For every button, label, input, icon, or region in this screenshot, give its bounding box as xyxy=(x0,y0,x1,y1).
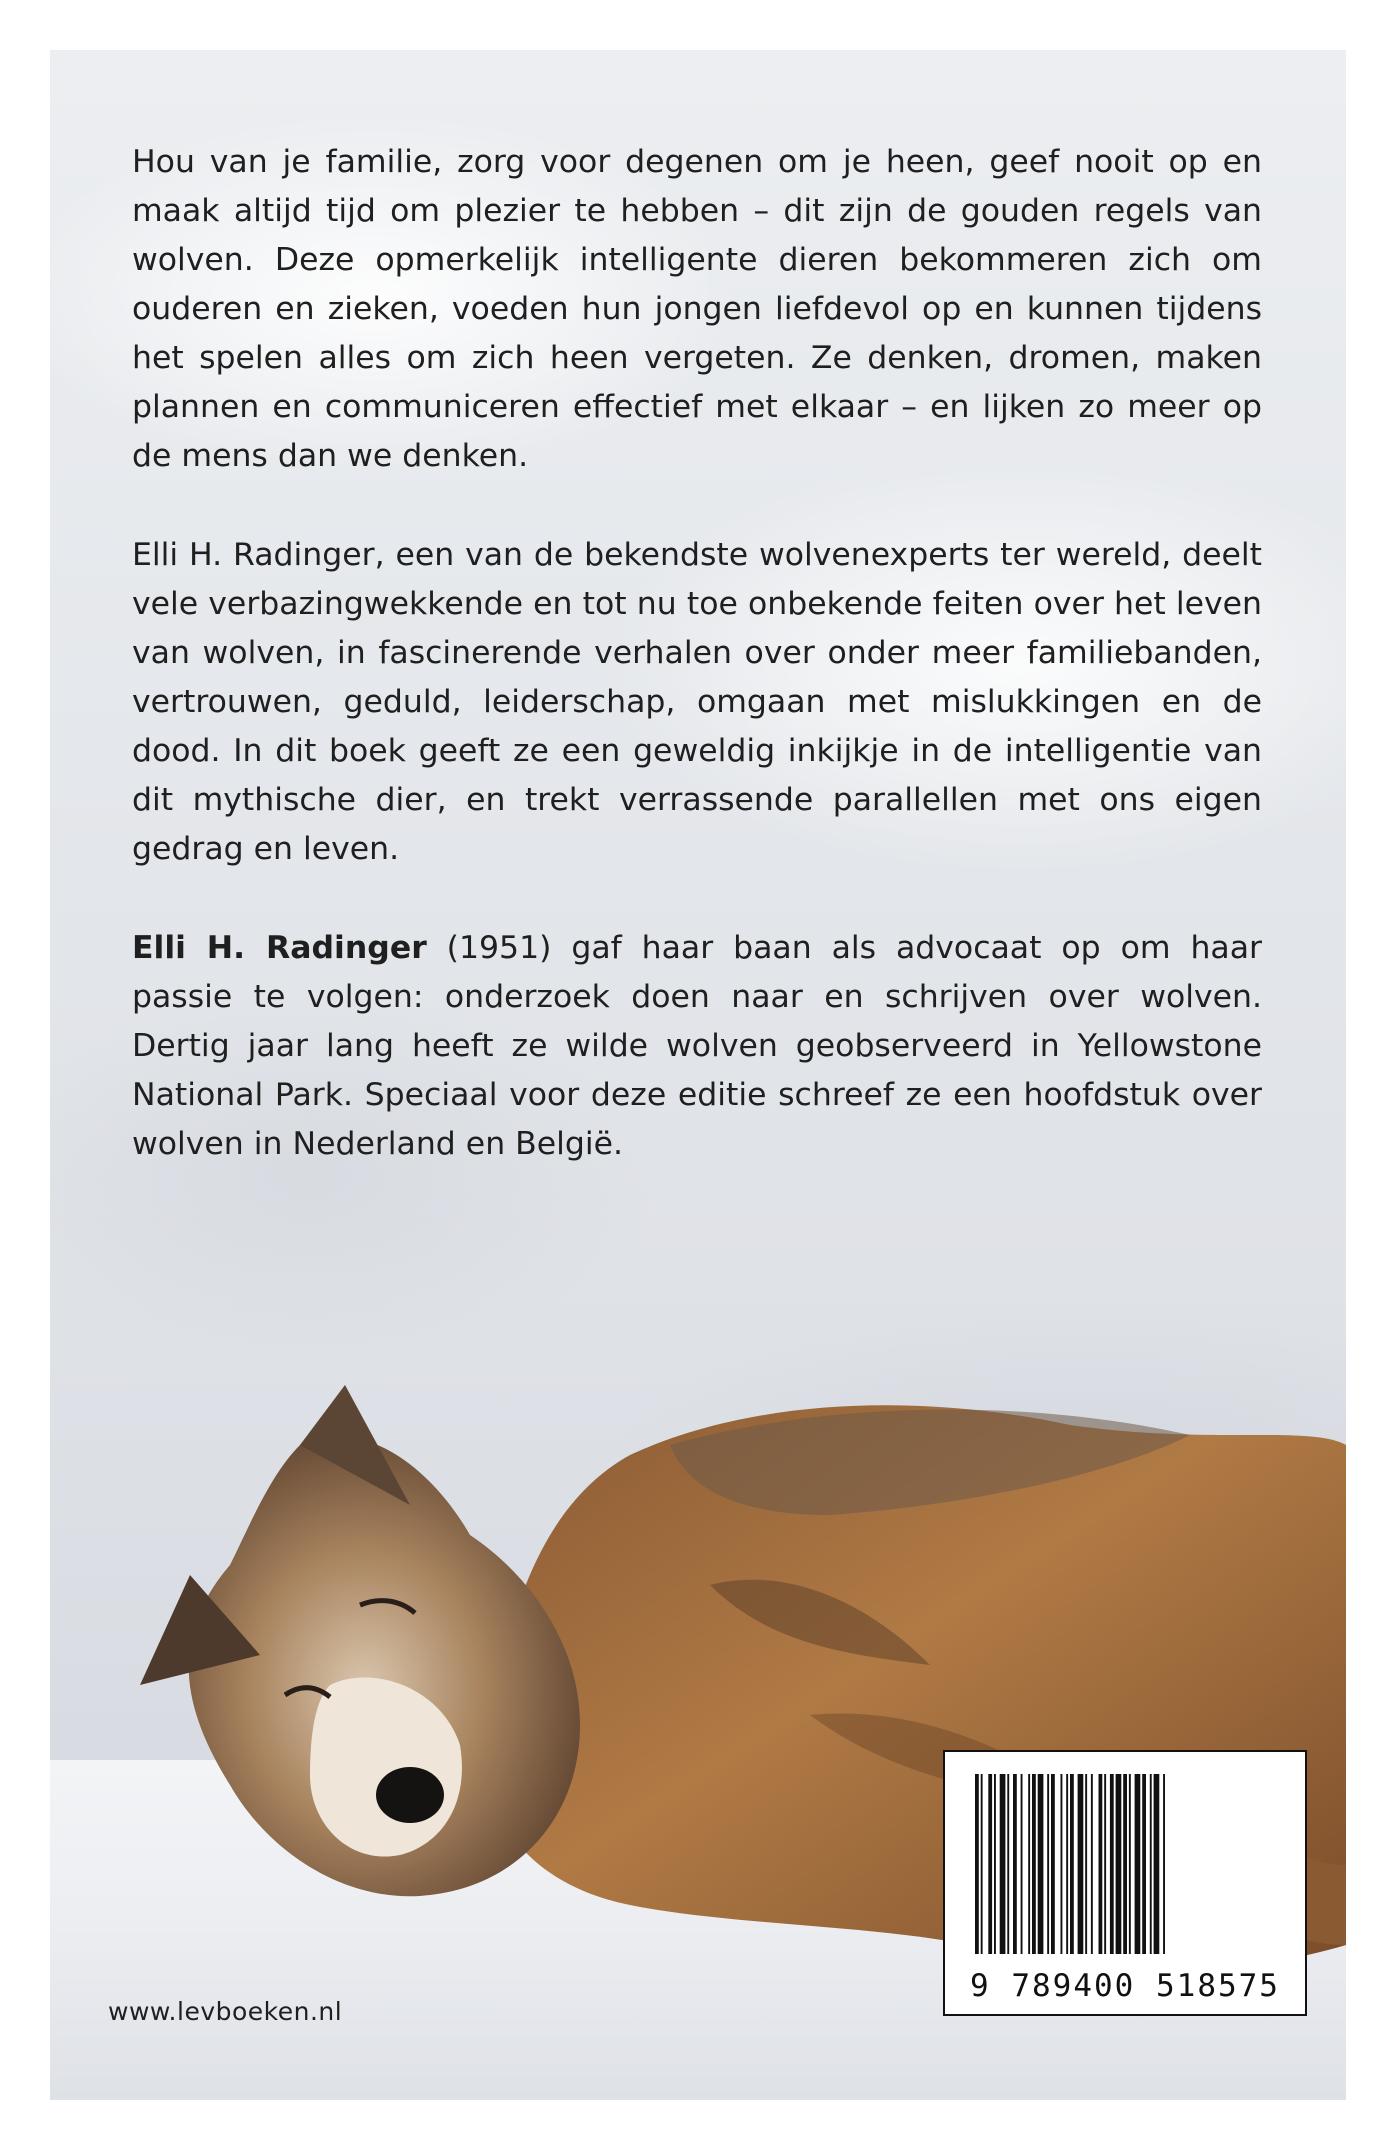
barcode-bar xyxy=(1070,1774,1074,1954)
barcode-bar xyxy=(981,1774,983,1954)
barcode-bar xyxy=(1116,1774,1122,1954)
barcode-bar xyxy=(1142,1774,1146,1954)
barcode-bar xyxy=(1000,1774,1006,1954)
barcode-bar xyxy=(1007,1774,1009,1954)
barcode-bar xyxy=(1135,1774,1141,1954)
wolf-nose xyxy=(376,1767,444,1823)
barcode-bar xyxy=(1028,1774,1030,1954)
website-url: www.levboeken.nl xyxy=(108,1997,343,2026)
barcode-bar xyxy=(1085,1774,1087,1954)
barcode-bar xyxy=(1021,1774,1023,1954)
barcode-bar xyxy=(1091,1774,1093,1954)
barcode-bar xyxy=(1038,1774,1044,1954)
barcode-bar xyxy=(1154,1774,1160,1954)
cover-blurb xyxy=(132,138,1262,1169)
barcode-bar xyxy=(1099,1774,1103,1954)
isbn-barcode xyxy=(943,1750,1307,2016)
barcode-bar xyxy=(1150,1774,1152,1954)
barcode-bar xyxy=(1123,1774,1127,1954)
isbn-number: 9 789400 518575 xyxy=(970,1968,1280,2004)
barcode-bar xyxy=(975,1774,979,1954)
barcode-bar xyxy=(1163,1774,1165,1954)
barcode-bar xyxy=(1013,1774,1017,1954)
barcode-bar xyxy=(1104,1774,1106,1954)
barcode-bar xyxy=(1047,1774,1049,1954)
barcode-bar xyxy=(1129,1774,1131,1954)
blurb-paragraph-1: Hou van je familie, zorg voor degenen om je heen, geef nooit op en maak altijd tijd om plezier te hebben – dit zijn de gouden regels van wolven. Deze opmerkelijk intelligente dieren bekommeren zich om ouderen en zieken, voeden hun jongen liefdevol op en kunnen tijdens het spelen alles om zich heen vergeten. Ze denken, dromen, maken plannen en communiceren effectief met elkaar – en lijken zo meer op de mens dan we denken. xyxy=(132,144,1262,474)
back-cover xyxy=(50,50,1346,2100)
author-name: Elli H. Radinger xyxy=(132,930,427,966)
barcode-bar xyxy=(1110,1774,1114,1954)
barcode-bar xyxy=(1066,1774,1068,1954)
barcode-bar xyxy=(1032,1774,1036,1954)
author-bio xyxy=(132,924,1262,1169)
barcode-bar xyxy=(1051,1774,1055,1954)
barcode-bar xyxy=(1078,1774,1084,1954)
barcode-bar xyxy=(1061,1774,1063,1954)
author-bio-text: (1951) gaf haar baan als advocaat op om haar passie te volgen: onderzoek doen naar en schrijven over wolven. Dertig jaar lang heeft ze wilde wolven geobserveerd in Yellowstone National Park. Speciaal voor deze editie schreef ze een hoofdstuk over wolven in Nederland en België. xyxy=(132,930,1262,1162)
blurb-paragraph-2: Elli H. Radinger, een van de bekendste wolvenexperts ter wereld, deelt vele verbazingwekkende en tot nu toe onbekende feiten over het leven van wolven, in fascinerende verhalen over onder meer familiebanden, vertrouwen, geduld, leiderschap, omgaan met mislukkingen en de dood. In dit boek geeft ze een geweldig inkijkje in de intelligentie van dit mythische dier, en trekt verrassende parallellen met ons eigen gedrag en leven. xyxy=(132,537,1262,867)
barcode-bar xyxy=(988,1774,992,1954)
barcode-bar xyxy=(994,1774,996,1954)
